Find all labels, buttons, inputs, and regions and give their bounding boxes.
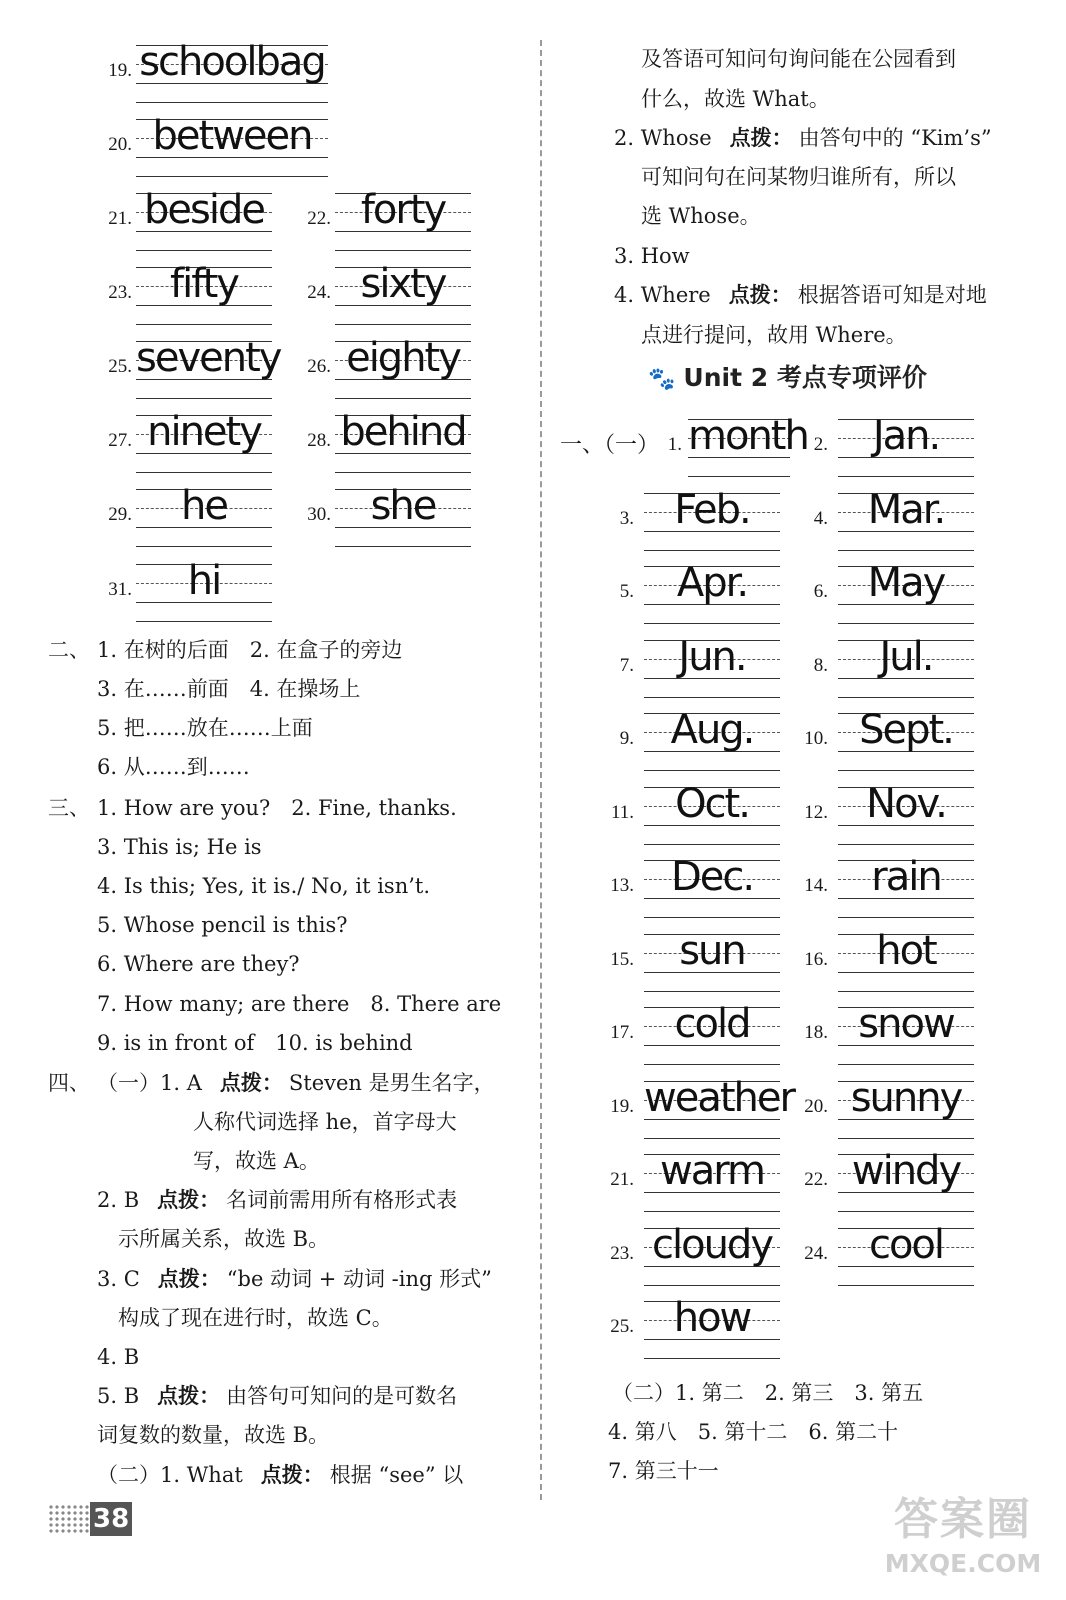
- four-line-grid: [644, 1001, 780, 1068]
- writing-item-number: 24.: [307, 282, 331, 303]
- handwritten-word: she: [370, 483, 436, 529]
- grid-line: [136, 546, 272, 547]
- writing-item-number: 22.: [307, 208, 331, 229]
- four-line-grid: [644, 634, 780, 701]
- writing-item-number: 20.: [108, 134, 132, 155]
- writing-item: [598, 781, 780, 848]
- section4-tip-line: 示所属关系，故选 B。: [118, 1227, 330, 1251]
- writing-item-number: 8.: [813, 655, 828, 676]
- writing-item: [792, 413, 974, 480]
- answer-item-head: 4. Where 点拨： 根据答语可知是对地: [614, 283, 987, 307]
- four-line-grid: [136, 39, 328, 106]
- handwritten-word: beside: [144, 187, 264, 233]
- writing-item-number: 23.: [108, 282, 132, 303]
- handwritten-word: fifty: [170, 261, 238, 307]
- handwritten-word: Mar.: [867, 487, 945, 533]
- handwritten-word: snow: [858, 1001, 954, 1047]
- four-line-grid: [644, 560, 780, 627]
- dots-decoration: [48, 1504, 90, 1534]
- handwritten-word: Feb.: [674, 487, 750, 533]
- section2-line: （二）1. 第二 2. 第三 3. 第五: [612, 1381, 924, 1405]
- answer-tip-line: 点进行提问，故用 Where。: [641, 323, 907, 347]
- grid-line: [644, 623, 780, 624]
- page-number: [48, 1500, 132, 1538]
- four-line-grid: [838, 413, 974, 480]
- four-line-grid: [838, 1148, 974, 1215]
- grid-line: [335, 398, 471, 399]
- writing-item-number: 10.: [804, 728, 828, 749]
- handwritten-word: hi: [187, 558, 221, 604]
- writing-item: [598, 928, 780, 995]
- writing-item-number: 9.: [619, 728, 634, 749]
- handwritten-word: sun: [679, 928, 745, 974]
- four-line-grid: [838, 781, 974, 848]
- grid-line: [644, 1138, 780, 1139]
- writing-item: [598, 707, 780, 774]
- writing-item: [598, 1222, 780, 1289]
- section3-line: 7. How many; are there 8. There are: [97, 992, 502, 1016]
- four-line-grid: [838, 1075, 974, 1142]
- writing-item: [295, 335, 471, 402]
- grid-line: [136, 176, 328, 177]
- writing-item-number: 22.: [804, 1169, 828, 1190]
- section2-line: 4. 第八 5. 第十二 6. 第二十: [608, 1420, 899, 1444]
- section4-tip-line: 词复数的数量，故选 B。: [97, 1423, 330, 1447]
- four-line-grid: [136, 483, 272, 550]
- grid-line: [136, 102, 328, 103]
- writing-item-number: 3.: [619, 508, 634, 529]
- handwritten-word: ninety: [147, 409, 261, 455]
- section2-line: 7. 第三十一: [608, 1459, 719, 1483]
- writing-item: [792, 854, 974, 921]
- writing-item-number: 30.: [307, 504, 331, 525]
- handwritten-word: windy: [851, 1148, 961, 1194]
- four-line-grid: [838, 928, 974, 995]
- writing-item-number: 5.: [619, 581, 634, 602]
- section4-tip-line: 人称代词选择 he，首字母大: [193, 1110, 457, 1134]
- handwritten-word: Jan.: [872, 413, 940, 459]
- grid-line: [688, 476, 790, 477]
- section3-line: 1. How are you? 2. Fine, thanks.: [97, 796, 457, 820]
- writing-item-number: 25.: [610, 1316, 634, 1337]
- handwritten-word: Aug.: [670, 707, 754, 753]
- writing-item: [792, 560, 974, 627]
- column-divider: [540, 40, 542, 1500]
- writing-item: [792, 707, 974, 774]
- grid-line: [335, 324, 471, 325]
- four-line-grid: [136, 558, 272, 625]
- writing-item: [96, 39, 328, 106]
- section2-line: 1. 在树的后面 2. 在盒子的旁边: [97, 638, 403, 662]
- handwritten-word: behind: [340, 409, 466, 455]
- grid-line: [838, 844, 974, 845]
- four-line-grid: [644, 1148, 780, 1215]
- section4-item-head: 2. B 点拨： 名词前需用所有格形式表: [97, 1188, 458, 1212]
- four-line-grid: [335, 187, 471, 254]
- writing-item-number: 18.: [804, 1022, 828, 1043]
- writing-item-number: 7.: [619, 655, 634, 676]
- grid-line: [644, 991, 780, 992]
- writing-item: [598, 1148, 780, 1215]
- handwritten-word: Jul.: [879, 634, 933, 680]
- watermark: [868, 1490, 1058, 1594]
- writing-item: [96, 409, 272, 476]
- grid-line: [335, 472, 471, 473]
- four-line-grid: [838, 1001, 974, 1068]
- section3-line: 3. This is; He is: [97, 835, 262, 859]
- four-line-grid: [644, 854, 780, 921]
- paw-icon: 🐾: [648, 367, 676, 392]
- four-line-grid: [838, 854, 974, 921]
- writing-item-number: 21.: [610, 1169, 634, 1190]
- section3-line: 4. Is this; Yes, it is./ No, it isn’t.: [97, 874, 431, 898]
- writing-item-number: 13.: [610, 875, 634, 896]
- writing-item: [792, 781, 974, 848]
- four-line-grid: [838, 1222, 974, 1289]
- grid-line: [136, 621, 272, 622]
- section3-line: 5. Whose pencil is this?: [97, 913, 348, 937]
- writing-item-number: 24.: [804, 1243, 828, 1264]
- handwritten-word: forty: [360, 187, 446, 233]
- handwritten-word: cold: [674, 1001, 750, 1047]
- four-line-grid: [644, 928, 780, 995]
- handwritten-word: sunny: [850, 1075, 962, 1121]
- writing-item: [96, 483, 272, 550]
- writing-item-number: 15.: [610, 949, 634, 970]
- grid-line: [136, 472, 272, 473]
- four-line-grid: [644, 1075, 794, 1142]
- grid-line: [136, 398, 272, 399]
- handwritten-word: cloudy: [652, 1222, 772, 1268]
- handwritten-word: warm: [660, 1148, 764, 1194]
- writing-item: [96, 558, 272, 625]
- writing-item: [598, 1075, 794, 1142]
- four-line-grid: [136, 113, 328, 180]
- four-line-grid: [136, 187, 272, 254]
- four-line-grid: [644, 781, 780, 848]
- answer-item-head: 3. How: [614, 244, 690, 268]
- section4-item-head: （二）1. What 点拨： 根据 “see” 以: [97, 1463, 464, 1487]
- handwritten-word: Apr.: [676, 560, 748, 606]
- writing-item-number: 21.: [108, 208, 132, 229]
- grid-line: [136, 324, 272, 325]
- writing-item: [295, 261, 471, 328]
- writing-item: [96, 113, 328, 180]
- section4-item-head: （一）1. A 点拨： Steven 是男生名字，: [97, 1071, 495, 1095]
- writing-item: [295, 409, 471, 476]
- writing-item-number: 14.: [804, 875, 828, 896]
- four-line-grid: [136, 261, 272, 328]
- grid-line: [838, 697, 974, 698]
- answer-item-head: 2. Whose 点拨： 由答句中的 “Kim’s”: [614, 126, 992, 150]
- writing-item: [598, 854, 780, 921]
- section2-label: 二、: [48, 638, 90, 662]
- handwritten-word: May: [867, 560, 945, 606]
- handwritten-word: weather: [644, 1075, 794, 1121]
- writing-item: [598, 487, 780, 554]
- grid-line: [644, 1211, 780, 1212]
- grid-line: [838, 991, 974, 992]
- section3-label: 三、: [48, 796, 90, 820]
- writing-item-number: 25.: [108, 356, 132, 377]
- writing-item: [792, 634, 974, 701]
- grid-line: [838, 623, 974, 624]
- handwritten-word: between: [152, 113, 312, 159]
- grid-line: [335, 250, 471, 251]
- writing-item: [792, 487, 974, 554]
- grid-line: [838, 1285, 974, 1286]
- four-line-grid: [838, 634, 974, 701]
- watermark-url: MXQE.COM: [884, 1549, 1042, 1578]
- four-line-grid: [136, 335, 281, 402]
- grid-line: [644, 550, 780, 551]
- four-line-grid: [644, 1222, 780, 1289]
- writing-item-number: 23.: [610, 1243, 634, 1264]
- grid-line: [644, 1358, 780, 1359]
- writing-item: [598, 560, 780, 627]
- section2-line: 6. 从……到……: [97, 755, 250, 779]
- section4-tip-line: 写，故选 A。: [193, 1149, 320, 1173]
- writing-item: [792, 1001, 974, 1068]
- grid-line: [838, 770, 974, 771]
- grid-line: [644, 770, 780, 771]
- grid-line: [644, 844, 780, 845]
- handwritten-word: sixty: [360, 261, 446, 307]
- page-number-box: 38: [90, 1502, 132, 1536]
- writing-item-number: 28.: [307, 430, 331, 451]
- answer-tip-line: 可知问句在问某物归谁所有，所以: [641, 165, 956, 189]
- answer-line: 及答语可知问句询问能在公园看到: [641, 47, 956, 71]
- writing-item: [792, 1075, 974, 1142]
- handwritten-word: seventy: [136, 335, 281, 381]
- section4-tip-line: 构成了现在进行时，故选 C。: [118, 1306, 393, 1330]
- handwritten-word: Sept.: [859, 707, 953, 753]
- handwritten-word: hot: [876, 928, 936, 974]
- section2-line: 5. 把……放在……上面: [97, 716, 313, 740]
- section4-item-head: 3. C 点拨： “be 动词 + 动词 -ing 形式”: [97, 1267, 492, 1291]
- writing-item-number: 19.: [108, 60, 132, 81]
- grid-line: [136, 250, 272, 251]
- four-line-grid: [644, 707, 780, 774]
- writing-item: [792, 1222, 974, 1289]
- writing-item: [636, 413, 818, 480]
- grid-line: [335, 546, 471, 547]
- grid-line: [644, 697, 780, 698]
- four-line-grid: [838, 707, 974, 774]
- writing-item-number: 29.: [108, 504, 132, 525]
- section4-item-head: 4. B: [97, 1345, 140, 1369]
- writing-item-number: 2.: [813, 434, 828, 455]
- four-line-grid: [644, 487, 780, 554]
- unit-heading: 🐾 Unit 2 考点专项评价: [648, 363, 927, 392]
- handwritten-word: how: [673, 1295, 751, 1341]
- grid-line: [838, 476, 974, 477]
- handwritten-word: Jun.: [678, 634, 746, 680]
- handwritten-word: schoolbag: [139, 39, 325, 85]
- writing-item-number: 1.: [667, 434, 682, 455]
- section3-line: 9. is in front of 10. is behind: [97, 1031, 413, 1055]
- answer-line: 什么，故选 What。: [641, 87, 830, 111]
- section3-line: 6. Where are they?: [97, 952, 300, 976]
- writing-item: [96, 335, 281, 402]
- writing-item-number: 26.: [307, 356, 331, 377]
- four-line-grid: [335, 409, 471, 476]
- four-line-grid: [335, 483, 471, 550]
- four-line-grid: [644, 1295, 780, 1362]
- writing-item-number: 27.: [108, 430, 132, 451]
- four-line-grid: [838, 487, 974, 554]
- grid-line: [644, 917, 780, 918]
- handwritten-word: month: [688, 413, 808, 459]
- watermark-logo-text: 答案圈: [894, 1494, 1032, 1545]
- grid-line: [838, 1211, 974, 1212]
- writing-item: [598, 634, 780, 701]
- section2-line: 3. 在……前面 4. 在操场上: [97, 677, 361, 701]
- grid-line: [838, 917, 974, 918]
- answer-tip-line: 选 Whose。: [641, 204, 761, 228]
- section4-label: 四、: [48, 1071, 90, 1095]
- writing-item: [792, 1148, 974, 1215]
- writing-item: [96, 187, 272, 254]
- four-line-grid: [335, 335, 471, 402]
- writing-item-number: 12.: [804, 802, 828, 823]
- handwritten-word: cool: [868, 1222, 944, 1268]
- four-line-grid: [838, 560, 974, 627]
- handwritten-word: Nov.: [866, 781, 946, 827]
- right-column: [548, 0, 1066, 1600]
- writing-item-number: 11.: [610, 802, 634, 823]
- grid-line: [838, 1064, 974, 1065]
- grid-line: [838, 1138, 974, 1139]
- writing-item-number: 20.: [804, 1096, 828, 1117]
- writing-item: [598, 1001, 780, 1068]
- writing-item-number: 19.: [610, 1096, 634, 1117]
- section1-label: 一、（一）: [560, 433, 660, 458]
- handwritten-word: he: [181, 483, 227, 529]
- writing-item: [598, 1295, 780, 1362]
- writing-item: [96, 261, 272, 328]
- four-line-grid: [335, 261, 471, 328]
- grid-line: [838, 550, 974, 551]
- four-line-grid: [688, 413, 808, 480]
- writing-item-number: 16.: [804, 949, 828, 970]
- handwritten-word: Oct.: [675, 781, 749, 827]
- grid-line: [644, 1064, 780, 1065]
- handwritten-word: Dec.: [670, 854, 754, 900]
- writing-item-number: 6.: [813, 581, 828, 602]
- writing-item-number: 17.: [610, 1022, 634, 1043]
- writing-item: [792, 928, 974, 995]
- grid-line: [644, 1285, 780, 1286]
- section4-item-head: 5. B 点拨： 由答句可知问的是可数名: [97, 1384, 458, 1408]
- writing-item-number: 31.: [108, 579, 132, 600]
- handwritten-word: rain: [871, 854, 941, 900]
- writing-item: [295, 187, 471, 254]
- writing-item: [295, 483, 471, 550]
- four-line-grid: [136, 409, 272, 476]
- handwritten-word: eighty: [346, 335, 460, 381]
- writing-item-number: 4.: [813, 508, 828, 529]
